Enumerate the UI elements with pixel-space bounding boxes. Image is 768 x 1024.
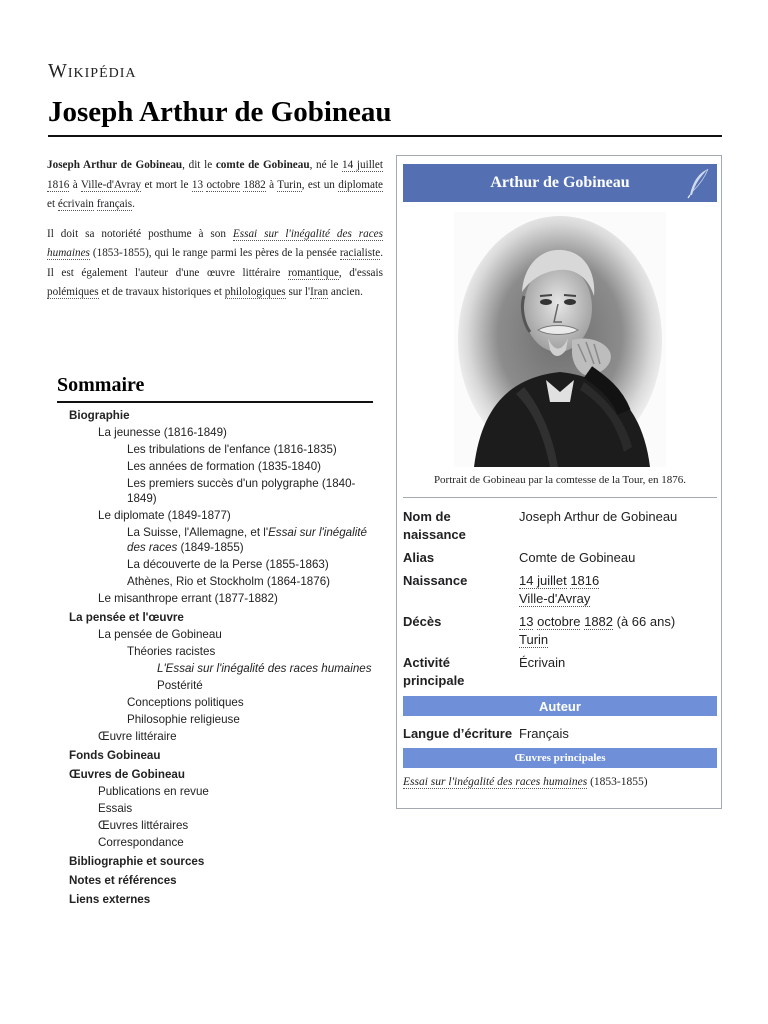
language-label: Langue d’écriture [403, 726, 513, 741]
text-run: (1853-1855), qui le range parmi les pères de la pensée [89, 247, 340, 259]
toc-item-label: Œuvres de Gobineau [69, 768, 185, 781]
link-iran[interactable]: Iran [310, 286, 329, 298]
toc-item-label: Œuvre littéraire [98, 730, 177, 743]
toc-item-label: Correspondance [98, 836, 184, 849]
link-death-place[interactable]: Turin [277, 178, 302, 191]
portrait-caption: Portrait de Gobineau par la comtesse de la Tour, en 1876. [433, 474, 687, 486]
toc-item[interactable] [57, 748, 373, 763]
article-intro [47, 156, 383, 313]
toc-item-label: Publications en revue [98, 785, 209, 798]
toc-item-label: Bibliographie et sources [69, 855, 205, 868]
toc-item-label: Les années de formation (1835-1840) [127, 460, 322, 473]
author-band: Auteur [403, 696, 717, 716]
toc-item[interactable] [57, 678, 373, 693]
toc-item[interactable] [57, 476, 373, 506]
table-of-contents [57, 374, 373, 907]
birth-name-value: Joseph Arthur de Gobineau [519, 509, 678, 524]
toc-item-label: La pensée de Gobineau [98, 628, 222, 641]
birth-label: Naissance [403, 573, 468, 588]
toc-item-label: Philosophie religieuse [127, 713, 240, 726]
text-run: , d'essais [338, 266, 383, 279]
text-run: Il doit sa notoriété posthume à son [47, 227, 233, 240]
text-run: et [47, 198, 58, 210]
intro-paragraph-1 [47, 156, 383, 215]
alias-value: Comte de Gobineau [519, 550, 636, 565]
birth-date-link[interactable]: 14 juillet [519, 573, 567, 588]
works-band: Œuvres principales [403, 748, 717, 768]
toc-item-label: Œuvres littéraires [98, 819, 189, 832]
page-title: Joseph Arthur de Gobineau [48, 96, 722, 137]
link-birth-place[interactable]: Ville-d'Avray [80, 178, 142, 191]
link-death-month[interactable]: octobre [206, 178, 240, 191]
text-run: à [69, 178, 81, 191]
toc-item-label: Liens externes [69, 893, 151, 906]
main-work-link[interactable]: Essai sur l'inégalité des races humaines [403, 776, 588, 788]
toc-item-label: Les tribulations de l'enfance (1816-1835) [127, 443, 337, 456]
toc-item-label: Le misanthrope errant (1877-1882) [98, 592, 278, 605]
portrait-engraving [454, 212, 666, 467]
toc-item[interactable] [57, 525, 373, 555]
activity-label: Activité principale [403, 655, 465, 688]
toc-item-label: Les premiers succès d'un polygraphe (1840-1849) [127, 477, 356, 505]
link-francais[interactable]: français [96, 198, 133, 210]
toc-item[interactable] [57, 854, 373, 869]
link-death-day[interactable]: 13 [191, 178, 204, 191]
link-birth-day[interactable]: 14 juillet [342, 159, 383, 171]
text-run: . [132, 198, 135, 210]
intro-paragraph-2 [47, 225, 383, 303]
toc-item[interactable] [57, 459, 373, 474]
death-month-link[interactable]: octobre [537, 614, 581, 629]
toc-item[interactable] [57, 408, 373, 423]
toc-item-label: La découverte de la Perse (1855-1863) [127, 558, 329, 571]
text-run: et mort le [141, 178, 192, 191]
activity-value: Écrivain [519, 655, 566, 670]
toc-item[interactable] [57, 892, 373, 907]
infobox-divider [403, 497, 717, 498]
toc-item[interactable] [57, 508, 373, 523]
text-run: sur l' [285, 286, 311, 298]
toc-list [57, 408, 373, 907]
toc-item[interactable] [57, 425, 373, 440]
toc-item-label: Biographie [69, 409, 130, 422]
infobox-title: Arthur de Gobineau [490, 174, 630, 191]
main-work-years: (1853-1855) [587, 776, 648, 788]
link-racialiste[interactable]: racialiste [339, 247, 381, 259]
toc-item-label: La Suisse, l'Allemagne, et l' [127, 526, 269, 539]
toc-item[interactable] [57, 627, 373, 642]
toc-item[interactable] [57, 695, 373, 710]
toc-item[interactable] [57, 729, 373, 744]
toc-item[interactable] [57, 818, 373, 833]
death-value [519, 613, 717, 649]
main-work [403, 776, 717, 788]
toc-item[interactable] [57, 591, 373, 606]
link-romantique[interactable]: romantique [287, 266, 339, 279]
toc-item[interactable] [57, 767, 373, 782]
link-philologiques[interactable]: philologiques [224, 286, 286, 298]
quill-icon [685, 167, 711, 199]
toc-item[interactable] [57, 835, 373, 850]
toc-item-label: Conceptions politiques [127, 696, 244, 709]
text-run: , dit le [182, 159, 216, 171]
toc-item[interactable] [57, 661, 373, 676]
toc-item-label: La jeunesse (1816-1849) [98, 426, 227, 439]
link-birth-year[interactable]: 1816 [47, 178, 70, 191]
toc-item-label: Fonds Gobineau [69, 749, 161, 762]
portrait-image[interactable] [454, 212, 666, 467]
alias-label: Alias [403, 550, 435, 565]
death-age: (à 66 ans) [613, 614, 676, 629]
death-label: Décès [403, 614, 442, 629]
birth-name-label: Nom de naissance [403, 509, 466, 542]
row-birth-name [403, 508, 717, 546]
subject-name: Joseph Arthur de Gobineau [47, 159, 183, 171]
toc-item[interactable] [57, 557, 373, 572]
wikipedia-wordmark[interactable]: Wikipédia [48, 60, 137, 82]
text-run: ancien. [328, 286, 363, 298]
toc-title: Sommaire [57, 374, 373, 403]
toc-item-label: Théories racistes [127, 645, 216, 658]
link-diplomate[interactable]: diplomate [338, 178, 384, 191]
link-death-year[interactable]: 1882 [243, 178, 266, 191]
language-value: Français [519, 726, 569, 741]
birth-value [519, 572, 717, 608]
link-ecrivain[interactable]: écrivain [57, 198, 94, 210]
toc-item-label: Notes et références [69, 874, 177, 887]
toc-item-label: Postérité [157, 679, 203, 692]
toc-item-label: La pensée et l'œuvre [69, 611, 184, 624]
toc-item[interactable] [57, 712, 373, 727]
text-run: , est un [301, 178, 339, 191]
toc-item-label: Athènes, Rio et Stockholm (1864-1876) [127, 575, 331, 588]
birth-year-link[interactable]: 1816 [570, 573, 600, 588]
toc-item-label: Le diplomate (1849-1877) [98, 509, 231, 522]
toc-item[interactable] [57, 574, 373, 589]
death-day-link[interactable]: 13 [519, 614, 534, 629]
toc-item[interactable] [57, 442, 373, 457]
toc-item-label: Essais [98, 802, 133, 815]
toc-item-italic: Essai sur l'inégalité des races [127, 526, 367, 554]
toc-item[interactable] [57, 610, 373, 625]
toc-item[interactable] [57, 784, 373, 799]
subject-alias: comte de Gobineau [215, 159, 310, 171]
death-place-link[interactable]: Turin [519, 632, 549, 647]
text-run: . Il est également l'auteur d'une œuvre littéraire [47, 247, 383, 279]
birth-place-link[interactable]: Ville-d'Avray [519, 591, 591, 606]
link-polemiques[interactable]: polémiques [47, 286, 99, 298]
text-run: à [265, 178, 278, 191]
text-run: et de travaux historiques et [98, 286, 225, 298]
essai-title: Essai sur l'inégalité des races humaines [47, 227, 383, 259]
toc-item[interactable] [57, 801, 373, 816]
infobox-header [403, 164, 717, 202]
toc-item[interactable] [57, 873, 373, 888]
text-run: , né le [309, 159, 343, 171]
infobox [396, 155, 722, 809]
toc-item[interactable] [57, 644, 373, 659]
toc-item-suffix: (1849-1855) [177, 541, 244, 554]
death-year-link[interactable]: 1882 [584, 614, 614, 629]
toc-item-italic: L'Essai sur l'inégalité des races humaines [157, 662, 372, 675]
